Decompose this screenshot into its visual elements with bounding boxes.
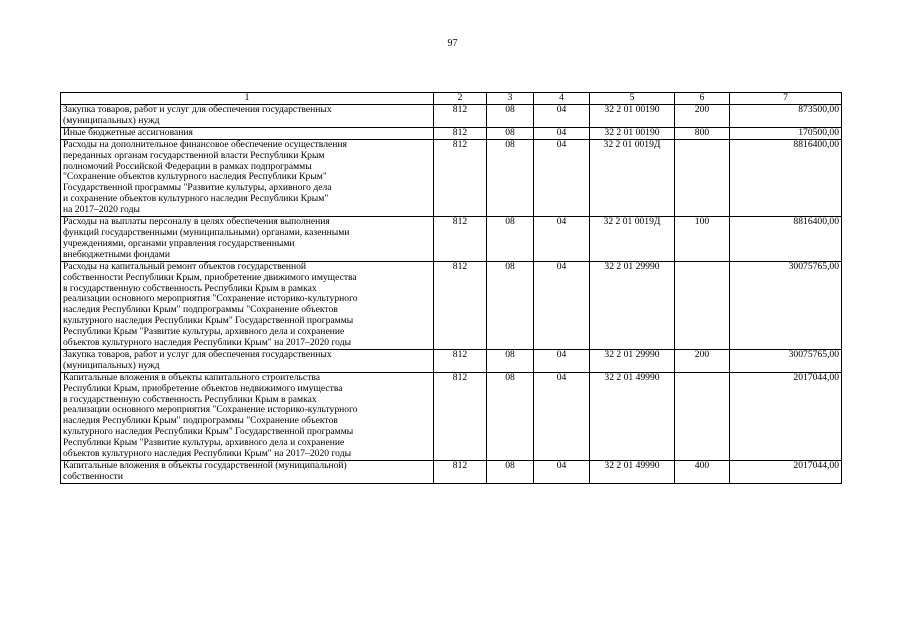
- cell-section: 08: [487, 139, 534, 216]
- budget-table: [60, 92, 842, 484]
- row-description: Закупка товаров, работ и услуг для обеспечения государственных (муниципальных) нужд: [61, 105, 434, 128]
- cell-expense-type: [675, 372, 730, 460]
- cell-ministry-code: 812: [434, 105, 487, 128]
- table-row: [61, 461, 842, 484]
- cell-expense-type: 400: [675, 461, 730, 484]
- cell-amount: 30075765,00: [730, 261, 842, 349]
- header-row: [61, 93, 842, 105]
- table-row: [61, 349, 842, 372]
- cell-expense-type: 200: [675, 349, 730, 372]
- table-row: [61, 105, 842, 128]
- row-description: Расходы на выплаты персоналу в целях обеспечения выполнения функций государственными (муниципальными) органами, казенными учреждениями, органами управления государственными внебюджетными фондами: [61, 217, 434, 262]
- cell-ministry-code: 812: [434, 139, 487, 216]
- row-description: Расходы на дополнительное финансовое обеспечение осуществления переданных органам государственной власти Республики Крым полномочий Российской Федерации в рамках подпрограммы "Сохранение объектов культурного наследия Республики Крым" Государственной программы "Развитие культуры, архивного дела и сохранение объектов культурного наследия Республики Крым" на 2017–2020 годы: [61, 139, 434, 216]
- cell-target-article: 32 2 01 29990: [590, 349, 675, 372]
- cell-subsection: 04: [534, 105, 590, 128]
- cell-expense-type: [675, 261, 730, 349]
- cell-section: 08: [487, 217, 534, 262]
- column-header-5: 5: [590, 93, 675, 105]
- row-description: Иные бюджетные ассигнования: [61, 127, 434, 139]
- cell-subsection: 04: [534, 372, 590, 460]
- row-description: Расходы на капитальный ремонт объектов государственной собственности Республики Крым, приобретение движимого имущества в государственную собственность Республики Крым в рамках реализации основного мероприятия "Сохранение историко-культурного наследия Республики Крым" подпрограммы "Сохранение объектов культурного наследия Республики Крым" Государственной программы Республики Крым "Развитие культуры, архивного дела и сохранение объектов культурного наследия Республики Крым" на 2017–2020 годы: [61, 261, 434, 349]
- cell-section: 08: [487, 372, 534, 460]
- column-header-7: 7: [730, 93, 842, 105]
- cell-subsection: 04: [534, 139, 590, 216]
- cell-amount: 873500,00: [730, 105, 842, 128]
- cell-amount: 8816400,00: [730, 139, 842, 216]
- cell-subsection: 04: [534, 349, 590, 372]
- cell-target-article: 32 2 01 29990: [590, 261, 675, 349]
- cell-subsection: 04: [534, 461, 590, 484]
- cell-target-article: 32 2 01 00190: [590, 127, 675, 139]
- cell-target-article: 32 2 01 49990: [590, 372, 675, 460]
- cell-ministry-code: 812: [434, 127, 487, 139]
- table-row: [61, 261, 842, 349]
- table-row: [61, 372, 842, 460]
- column-header-1: 1: [61, 93, 434, 105]
- cell-subsection: 04: [534, 261, 590, 349]
- cell-target-article: 32 2 01 0019Д: [590, 217, 675, 262]
- cell-expense-type: 100: [675, 217, 730, 262]
- cell-section: 08: [487, 261, 534, 349]
- cell-amount: 170500,00: [730, 127, 842, 139]
- cell-ministry-code: 812: [434, 217, 487, 262]
- page-number: 97: [447, 38, 458, 49]
- row-description: Капитальные вложения в объекты капитального строительства Республики Крым, приобретение объектов недвижимого имущества в государственную собственность Республики Крым в рамках реализации основного мероприятия "Сохранение историко-культурного наследия Республики Крым" подпрограммы "Сохранение объектов культурного наследия Республики Крым" Государственной программы Республики Крым "Развитие культуры, архивного дела и сохранение объектов культурного наследия Республики Крым" на 2017–2020 годы: [61, 372, 434, 460]
- row-description: Закупка товаров, работ и услуг для обеспечения государственных (муниципальных) нужд: [61, 349, 434, 372]
- table-row: [61, 139, 842, 216]
- cell-expense-type: 800: [675, 127, 730, 139]
- cell-target-article: 32 2 01 49990: [590, 461, 675, 484]
- cell-section: 08: [487, 349, 534, 372]
- cell-section: 08: [487, 127, 534, 139]
- row-description: Капитальные вложения в объекты государственной (муниципальной) собственности: [61, 461, 434, 484]
- cell-ministry-code: 812: [434, 372, 487, 460]
- column-header-6: 6: [675, 93, 730, 105]
- cell-amount: 2017044,00: [730, 461, 842, 484]
- cell-target-article: 32 2 01 00190: [590, 105, 675, 128]
- cell-amount: 8816400,00: [730, 217, 842, 262]
- cell-section: 08: [487, 461, 534, 484]
- cell-expense-type: 200: [675, 105, 730, 128]
- cell-ministry-code: 812: [434, 461, 487, 484]
- column-header-3: 3: [487, 93, 534, 105]
- table-row: [61, 127, 842, 139]
- cell-ministry-code: 812: [434, 261, 487, 349]
- cell-subsection: 04: [534, 217, 590, 262]
- column-header-4: 4: [534, 93, 590, 105]
- cell-section: 08: [487, 105, 534, 128]
- cell-amount: 30075765,00: [730, 349, 842, 372]
- table-row: [61, 217, 842, 262]
- cell-amount: 2017044,00: [730, 372, 842, 460]
- cell-expense-type: [675, 139, 730, 216]
- cell-subsection: 04: [534, 127, 590, 139]
- cell-target-article: 32 2 01 0019Д: [590, 139, 675, 216]
- column-header-2: 2: [434, 93, 487, 105]
- cell-ministry-code: 812: [434, 349, 487, 372]
